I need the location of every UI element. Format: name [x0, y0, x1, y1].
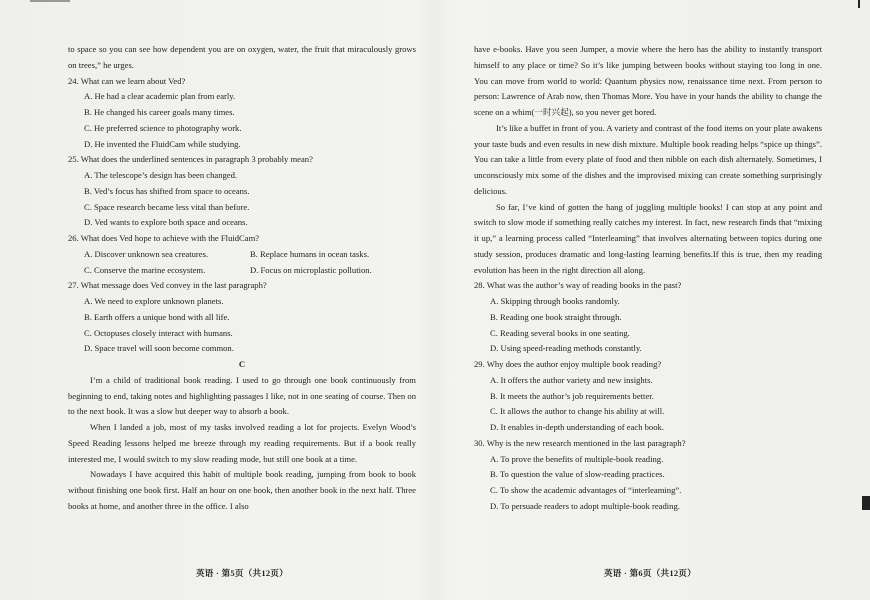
option-26d[interactable]: D. Focus on microplastic pollution. — [250, 264, 372, 275]
passage-c-paragraph-2: When I landed a job, most of my tasks involved reading a lot for projects. Evelyn Wood’s Speed Reading lessons helped me breeze through my reading requirements. But if a book really interested me, I would switch to my slow reading mode, but still one book at a time. — [68, 422, 416, 464]
option-25a[interactable]: A. The telescope’s design has been changed. — [84, 170, 238, 180]
option-29c[interactable]: C. It allows the author to change his ability at will. — [490, 406, 665, 417]
option-26b[interactable]: B. Replace humans in ocean tasks. — [250, 248, 370, 259]
passage-c-paragraph-1: I’m a child of traditional book reading. I used to go through one book continuously from beginning to end, taking notes and highlighting passages I like, not in one seating of course. Then on to the next book. It was a slow but deeper way to absorb a book. — [68, 374, 416, 417]
option-28d[interactable]: D. Using speed-reading methods constantly. — [490, 343, 642, 354]
option-25c[interactable]: C. Space research became less vital than before. — [84, 201, 250, 212]
question-28: 28. What was the author’s way of reading books in the past? — [474, 280, 682, 291]
passage-c-paragraph-5: So far, I’ve kind of gotten the hang of juggling multiple books! I can stop at any point and switch to slow mode if something really catches my interest. In fact, new research finds that “mixing it up,” a learning process called “Interleaming” that involves alternating between topics during one study session, produces dramatic and long-lasting learning benefits.If this is true, then my reading evolution has been in the right direction all along. — [474, 201, 822, 275]
question-30: 30. Why is the new research mentioned in the last paragraph? — [474, 437, 686, 448]
option-30c[interactable]: C. To show the academic advantages of “interleaming”. — [490, 485, 682, 495]
option-25b[interactable]: B. Ved’s focus has shifted from space to oceans. — [84, 185, 250, 196]
option-25d[interactable]: D. Ved wants to explore both space and oceans. — [84, 217, 248, 228]
option-28c[interactable]: C. Reading several books in one seating. — [490, 327, 630, 338]
question-26: 26. What does Ved hope to achieve with the FluidCam? — [68, 233, 260, 243]
option-row-26cd — [84, 263, 416, 279]
question-29: 29. Why does the author enjoy multiple book reading? — [474, 359, 662, 369]
option-28a[interactable]: A. Skipping through books randomly. — [490, 296, 620, 306]
option-30a[interactable]: A. To prove the benefits of multiple-book reading. — [490, 453, 664, 464]
left-page-footer: 英语 · 第5页（共12页） — [196, 568, 289, 578]
question-27: 27. What message does Ved convey in the last paragraph? — [68, 280, 267, 291]
option-27a[interactable]: A. We need to explore unknown planets. — [84, 296, 224, 306]
right-page-footer: 英语 · 第6页（共12页） — [604, 568, 697, 578]
option-24d[interactable]: D. He invented the FluidCam while studying. — [84, 138, 241, 149]
option-27d[interactable]: D. Space travel will soon become common. — [84, 343, 234, 354]
passage-continuation: to space so you can see how dependent you are on oxygen, water, the fruit that miraculously grows on trees,” he urges. — [68, 44, 416, 70]
passage-c-paragraph-4: It’s like a buffet in front of you. A variety and contrast of the food items on your plate awakens your taste buds and even results in new dish mixture. Multiple book reading helps “spice up things”. You can take a little from every plate of food and then nibble on each dish alternately. Sometimes, I unconsciously mix some of the dishes and the improvised mixing can create something surprisingly delicious. — [474, 122, 822, 196]
option-24c[interactable]: C. He preferred science to photography work. — [84, 122, 242, 133]
passage-c-paragraph-3: Nowadays I have acquired this habit of multiple book reading, jumping from book to book without finishing one book first. Half an hour on one book, then another book in the next half. Three books at home, and another three in the office. I also — [68, 469, 416, 511]
option-24a[interactable]: A. He had a clear academic plan from early. — [84, 91, 236, 102]
section-heading-c: C — [238, 359, 246, 369]
option-30b[interactable]: B. To question the value of slow-reading practices. — [490, 469, 665, 480]
option-29d[interactable]: D. It enables in-depth understanding of each book. — [490, 422, 664, 432]
option-row-26ab — [84, 247, 416, 263]
option-27c[interactable]: C. Octopuses closely interact with humans. — [84, 327, 233, 338]
option-26a[interactable]: A. Discover unknown sea creatures. — [84, 248, 209, 259]
right-page-column — [474, 42, 822, 515]
question-24: 24. What can we learn about Ved? — [68, 75, 186, 86]
option-30d[interactable]: D. To persuade readers to adopt multiple-book reading. — [490, 500, 680, 511]
option-26c[interactable]: C. Conserve the marine ecosystem. — [84, 264, 206, 275]
registration-mark — [862, 496, 870, 510]
option-29a[interactable]: A. It offers the author variety and new insights. — [490, 374, 653, 385]
registration-mark — [858, 0, 860, 8]
scan-edge-line — [30, 0, 70, 2]
passage-c-paragraph-3-cont: have e-books. Have you seen Jumper, a movie where the hero has the ability to instantly transport himself to any place or time? So it’s like jumping between books without staying too long in one. You can move from world to world: Quantum physics now, renaissance time next. From person to person: Lawrence of Arab now, then Thomas More. You have in your hands the ability to change the scene on a whim(一时兴起), so you never get bored. — [474, 44, 822, 117]
option-28b[interactable]: B. Reading one book straight through. — [490, 311, 622, 322]
left-page-column — [68, 42, 416, 515]
question-25: 25. What does the underlined sentences in paragraph 3 probably mean? — [68, 154, 313, 165]
option-27b[interactable]: B. Earth offers a unique bond with all life. — [84, 311, 230, 322]
option-24b[interactable]: B. He changed his career goals many times. — [84, 107, 235, 117]
option-29b[interactable]: B. It meets the author’s job requirements better. — [490, 390, 654, 401]
